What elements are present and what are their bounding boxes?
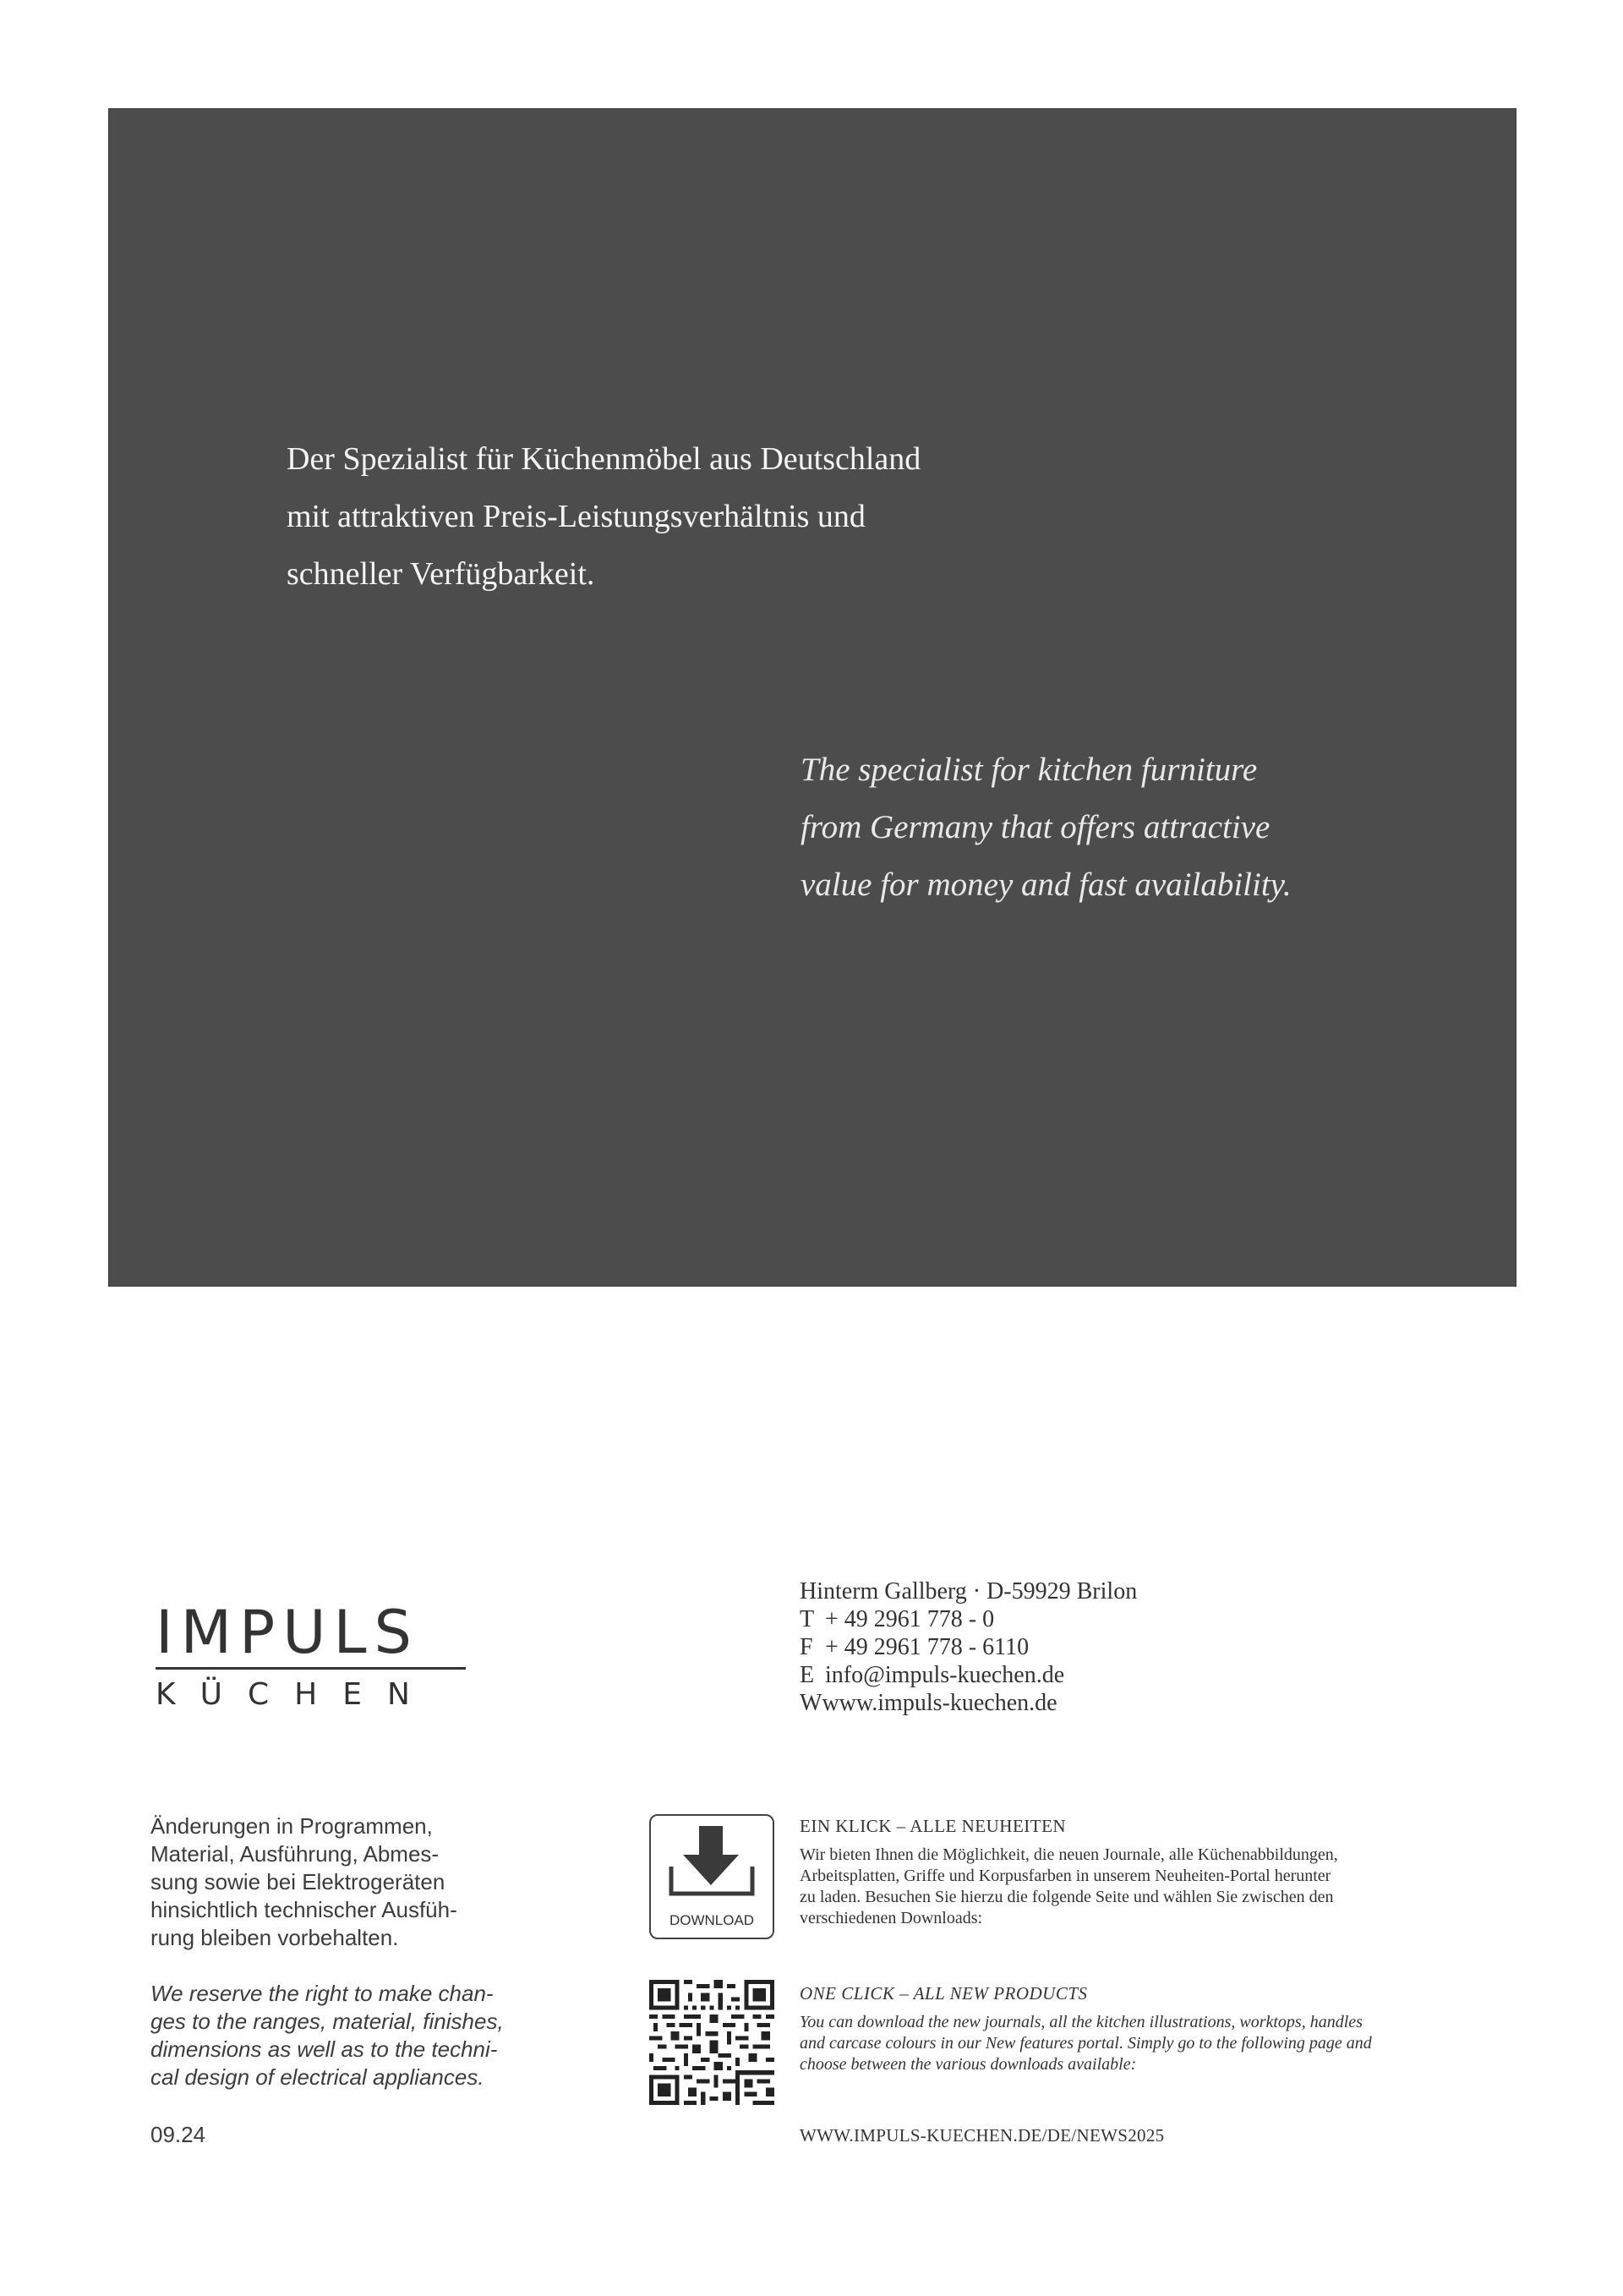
logo-wordmark-bottom: KÜCHEN bbox=[156, 1677, 435, 1712]
disclaimer-en-line: cal design of electrical appliances. bbox=[150, 2064, 484, 2090]
address-email bbox=[800, 1661, 1137, 1689]
phone-number[interactable]: + 49 2961 778 - 0 bbox=[825, 1606, 995, 1632]
disclaimer-spacer bbox=[150, 1952, 522, 1980]
disclaimer bbox=[150, 1812, 522, 2091]
disclaimer-en-line: ges to the ranges, material, finishes, bbox=[150, 2009, 504, 2034]
email-link[interactable]: info@impuls-kuechen.de bbox=[825, 1662, 1065, 1688]
email-label: E bbox=[800, 1662, 815, 1688]
address-fax bbox=[800, 1633, 1137, 1661]
hero-english-line: value for money and fast availability. bbox=[801, 866, 1292, 903]
web-label: W bbox=[800, 1690, 822, 1716]
address-phone bbox=[800, 1605, 1137, 1633]
print-date: 09.24 bbox=[150, 2122, 206, 2147]
phone-label: T bbox=[800, 1606, 815, 1632]
company-address bbox=[800, 1577, 1137, 1717]
disclaimer-en-line: We reserve the right to make chan- bbox=[150, 1981, 494, 2006]
news-en-line: choose between the various downloads available: bbox=[800, 2055, 1137, 2074]
disclaimer-de-line: sung sowie bei Elektrogeräten bbox=[150, 1869, 445, 1894]
news-en-heading: ONE CLICK – ALL NEW PRODUCTS bbox=[800, 1983, 1088, 2004]
news-de-line: Wir bieten Ihnen die Möglichkeit, die neuen Journale, alle Küchenabbildungen, bbox=[800, 1845, 1338, 1864]
logo-divider bbox=[156, 1667, 466, 1670]
qr-code-icon[interactable] bbox=[649, 1980, 774, 2105]
hero-panel bbox=[108, 108, 1516, 1287]
news-de-line: Arbeitsplatten, Griffe und Korpusfarben in unserem Neuheiten-Portal herunter bbox=[800, 1867, 1331, 1885]
news-en-body bbox=[800, 2012, 1474, 2075]
address-web bbox=[800, 1689, 1137, 1717]
disclaimer-de-line: Material, Ausführung, Abmes- bbox=[150, 1841, 440, 1867]
hero-english-line: from Germany that offers attractive bbox=[801, 809, 1271, 845]
hero-english-line: The specialist for kitchen furniture bbox=[801, 752, 1258, 788]
disclaimer-de-line: hinsichtlich technischer Ausfüh- bbox=[150, 1897, 457, 1922]
download-button[interactable] bbox=[649, 1814, 774, 1939]
news-de-line: zu laden. Besuchen Sie hierzu die folgende Seite und wählen Sie zwischen den bbox=[800, 1888, 1334, 1906]
disclaimer-en-line: dimensions as well as to the techni- bbox=[150, 2036, 498, 2062]
fax-number: + 49 2961 778 - 6110 bbox=[825, 1634, 1030, 1660]
disclaimer-de-line: Änderungen in Programmen, bbox=[150, 1813, 433, 1839]
web-link[interactable]: www.impuls-kuechen.de bbox=[822, 1690, 1057, 1716]
download-label: DOWNLOAD bbox=[669, 1912, 755, 1928]
news-de-body bbox=[800, 1845, 1474, 1929]
disclaimer-de-line: rung bleiben vorbehalten. bbox=[150, 1925, 399, 1950]
news-en-line: and carcase colours in our New features portal. Simply go to the following page and bbox=[800, 2034, 1372, 2053]
news-de-heading: EIN KLICK – ALLE NEUHEITEN bbox=[800, 1816, 1067, 1836]
hero-german-line: Der Spezialist für Küchenmöbel aus Deutschland bbox=[287, 441, 921, 477]
address-street: Hinterm Gallberg · D-59929 Brilon bbox=[800, 1578, 1138, 1604]
logo-wordmark-top: IMPULS bbox=[156, 1598, 419, 1667]
news-de-line: verschiedenen Downloads: bbox=[800, 1909, 983, 1927]
hero-german-line: mit attraktiven Preis-Leistungsverhältnis und bbox=[287, 499, 866, 534]
news-url-link[interactable]: WWW.IMPULS-KUECHEN.DE/DE/NEWS2025 bbox=[800, 2125, 1165, 2146]
impuls-kuechen-logo bbox=[156, 1598, 468, 1714]
fax-label: F bbox=[800, 1634, 813, 1660]
hero-english-text bbox=[801, 741, 1443, 914]
hero-german-line: schneller Verfügbarkeit. bbox=[287, 556, 595, 592]
news-en-line: You can download the new journals, all the kitchen illustrations, worktops, handles bbox=[800, 2013, 1363, 2031]
hero-german-text bbox=[287, 430, 1132, 603]
